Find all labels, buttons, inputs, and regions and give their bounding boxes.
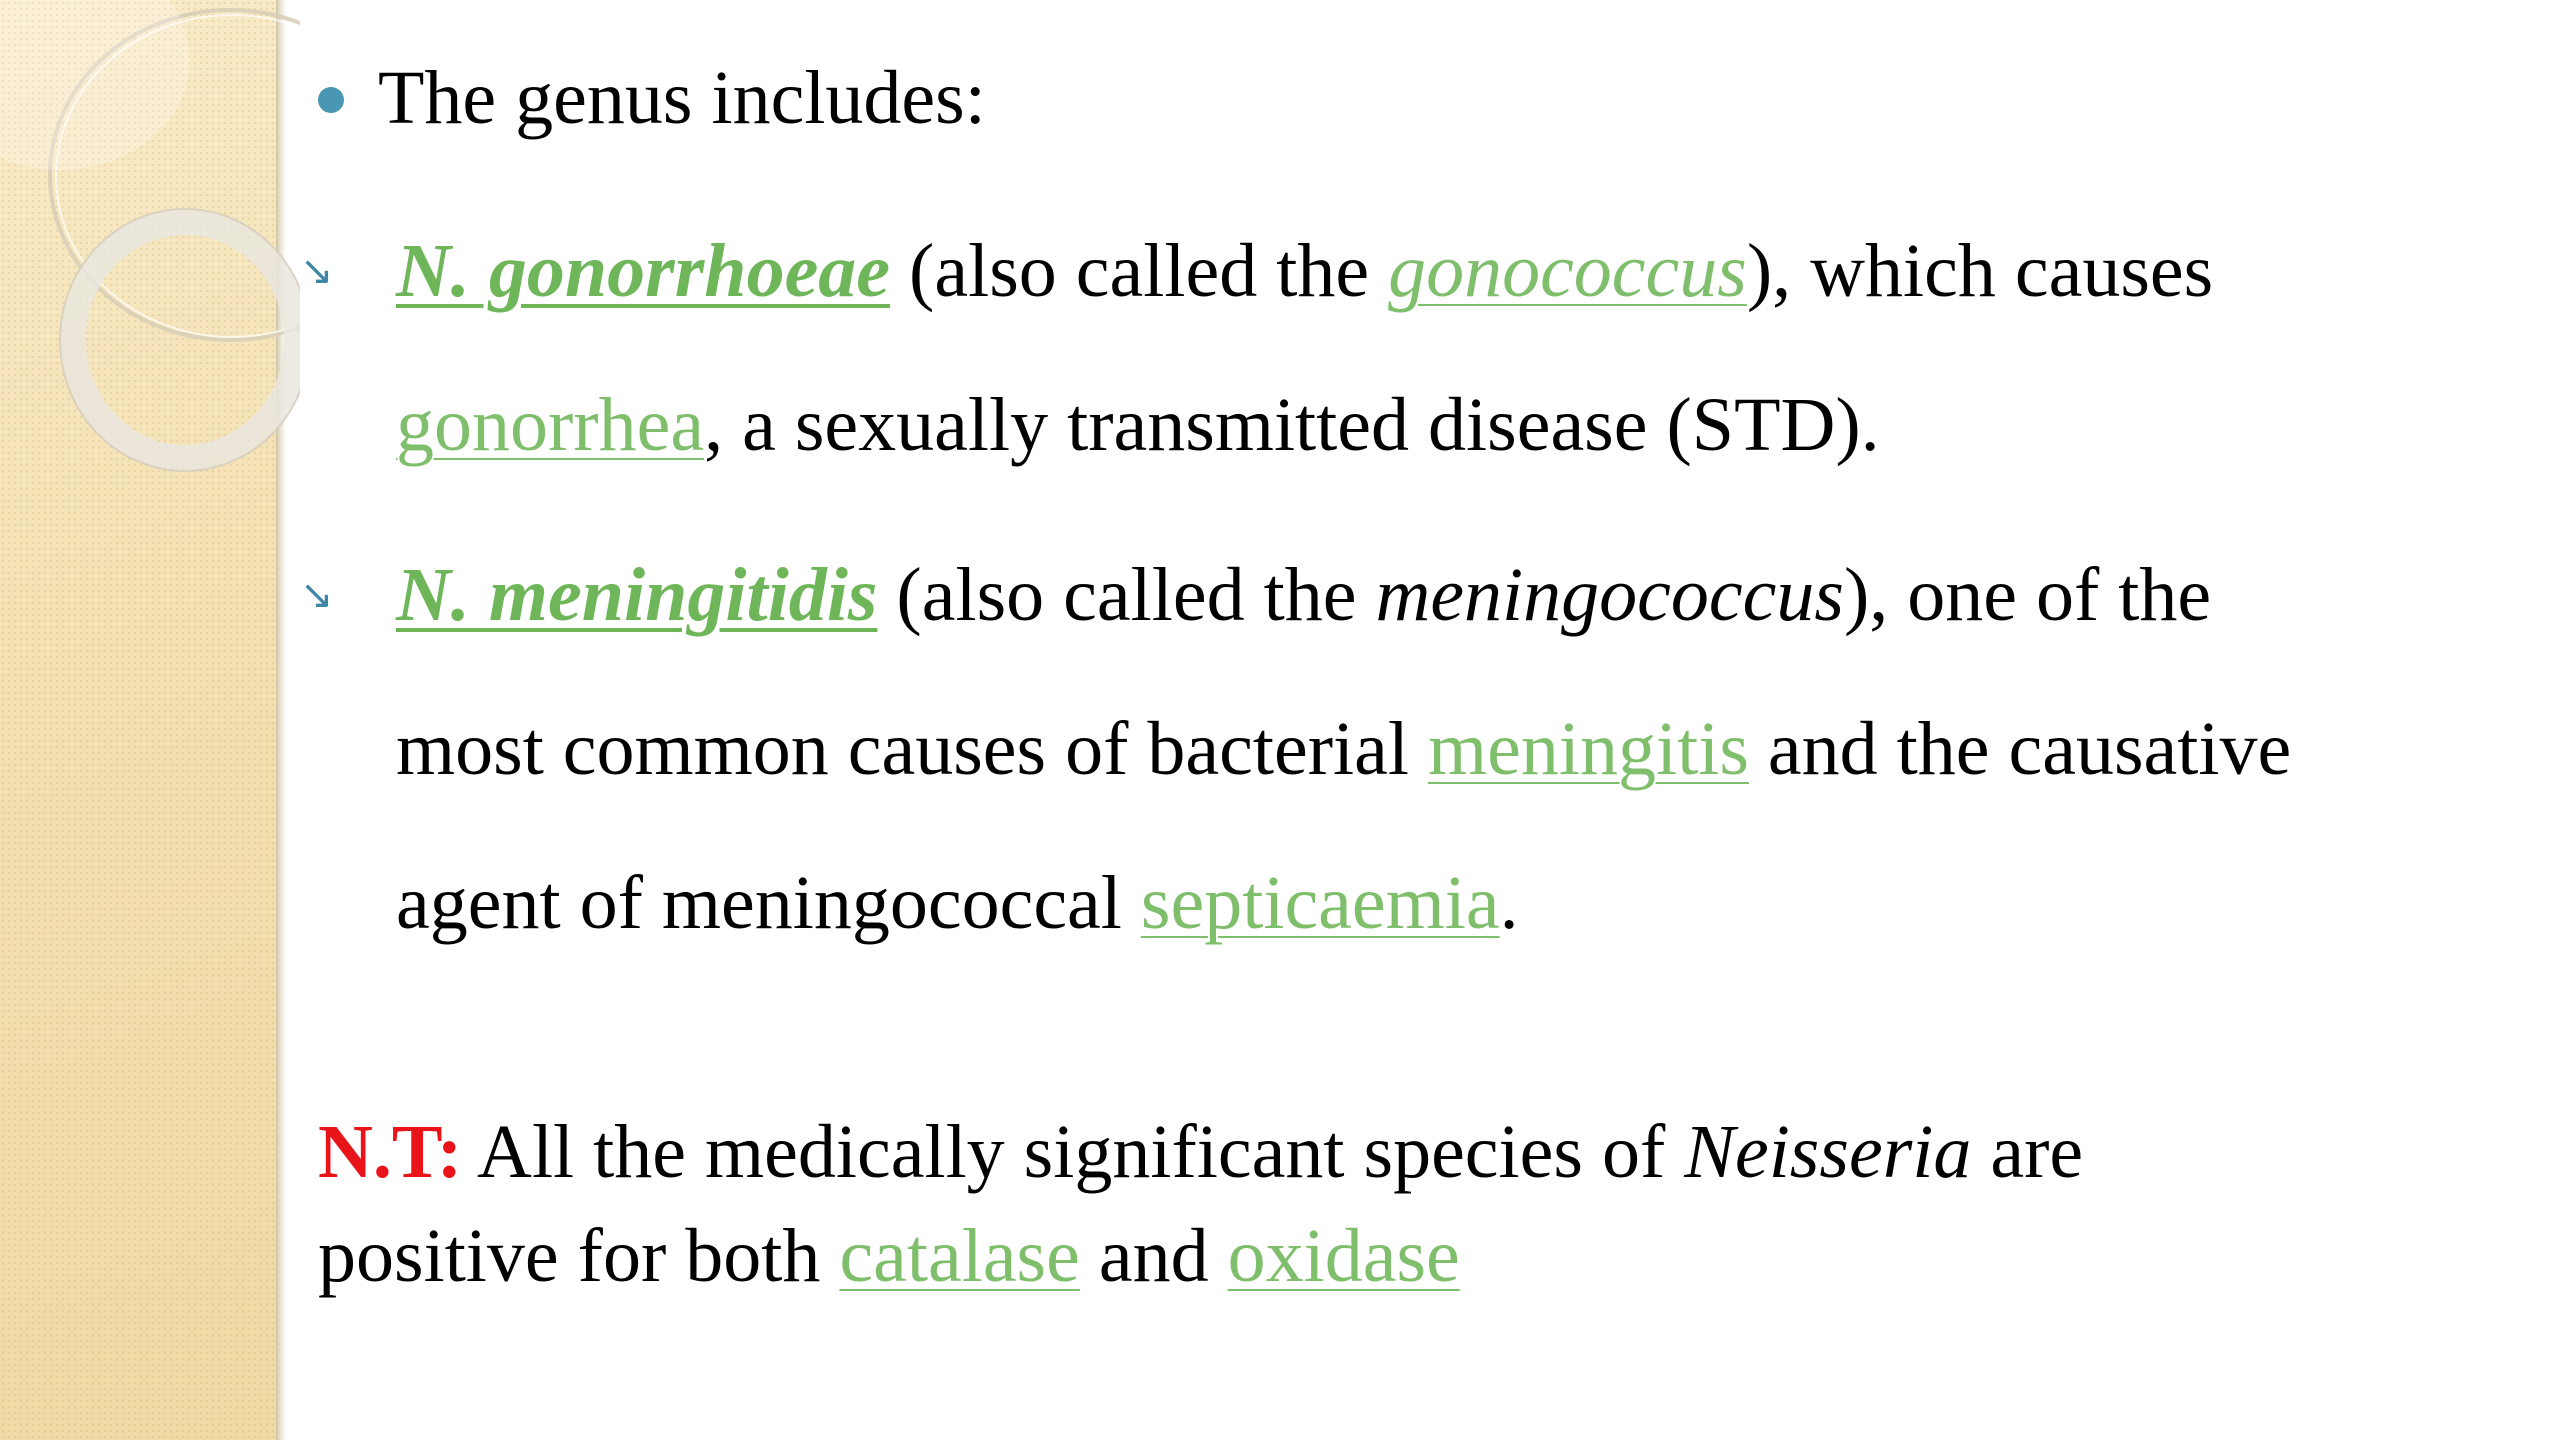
text-segment: are [1971,1110,2084,1194]
text-segment: and [1079,1214,1228,1298]
species-link-meningitidis[interactable]: N. meningitidis [396,553,878,637]
text-segment: agent of meningococcal [396,861,1141,945]
disease-link-meningitis[interactable]: meningitis [1428,707,1749,791]
note-block [318,1100,2083,1308]
list-item-gonorrhoeae [396,194,2213,502]
text-segment: . [1499,861,1519,945]
list-item-line [396,518,2291,672]
text-segment: most common causes of bacterial [396,707,1429,791]
list-item-line [396,348,2213,502]
note-label: N.T: [318,1110,463,1194]
note-line [318,1100,2083,1204]
heading-bullet-text: The genus includes: [378,56,986,140]
test-link-oxidase[interactable]: oxidase [1227,1214,1460,1298]
disease-link-gonorrhea[interactable]: gonorrhea [396,383,705,467]
text-segment: and the causative [1748,707,2292,791]
text-segment: All the medically significant species of [462,1110,1685,1194]
list-item-line [396,826,2291,980]
heading-bullet [318,48,986,148]
decorative-rings [0,0,300,520]
arrow-down-right-icon: ↘ [300,248,334,294]
disease-link-septicaemia[interactable]: septicaemia [1140,861,1500,945]
corner-glow [0,0,190,170]
bullet-dot-icon [318,87,344,113]
text-segment: , a sexually transmitted disease (STD). [704,383,1880,467]
text-segment: (also called the [877,553,1376,637]
genus-neisseria: Neisseria [1684,1110,1972,1194]
list-item-line [396,672,2291,826]
list-item-line [396,194,2213,348]
alias-meningococcus: meningococcus [1375,553,1844,637]
text-segment: ), one of the [1843,553,2212,637]
text-segment: (also called the [890,229,1389,313]
text-segment: ), which causes [1746,229,2214,313]
note-line [318,1204,2083,1308]
species-link-gonorrhoeae[interactable]: N. gonorrhoeae [396,229,891,313]
inner-ring [73,222,297,458]
list-item-meningitidis [396,518,2291,980]
alias-link-gonococcus[interactable]: gonococcus [1388,229,1747,313]
test-link-catalase[interactable]: catalase [839,1214,1080,1298]
text-segment: positive for both [318,1214,840,1298]
arrow-down-right-icon: ↘ [300,572,334,618]
